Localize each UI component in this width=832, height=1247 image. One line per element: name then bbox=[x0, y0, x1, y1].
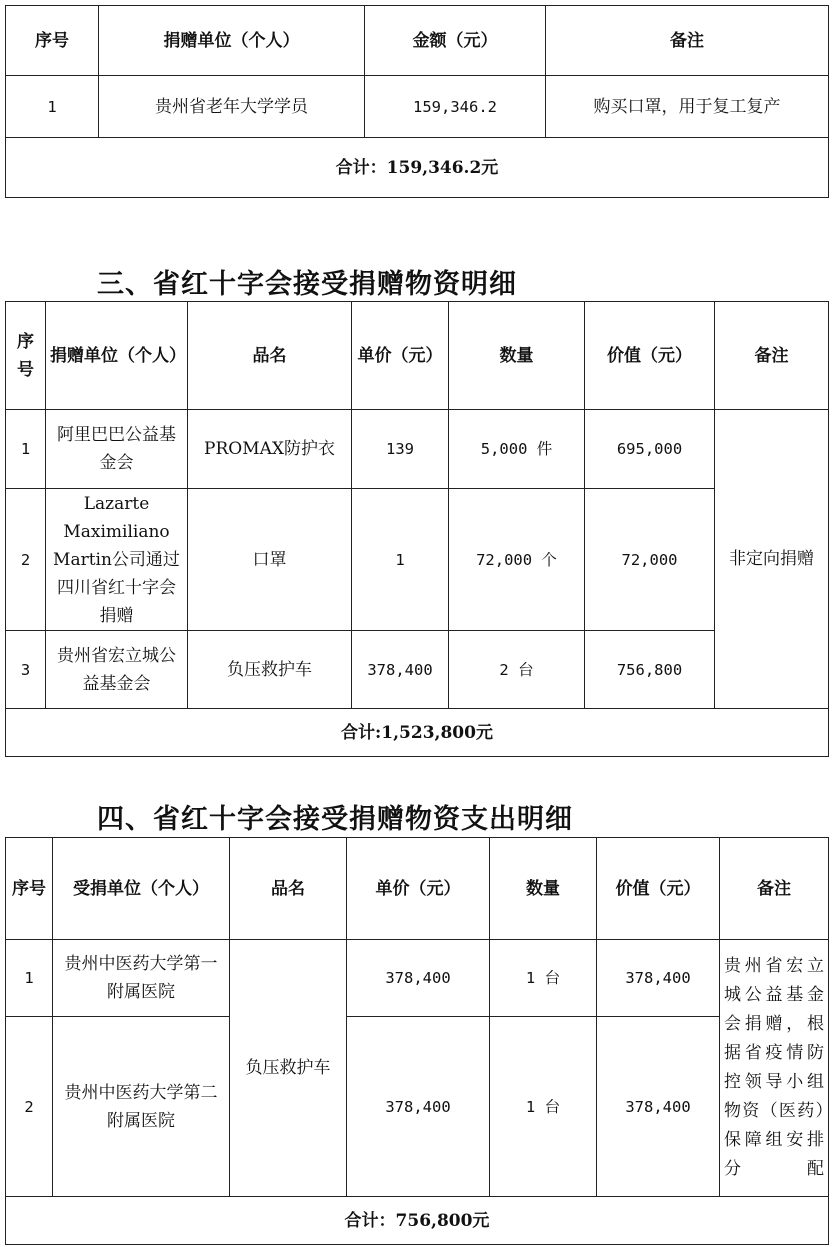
donated-goods-table bbox=[5, 301, 829, 757]
cell-item: 口罩 bbox=[188, 489, 352, 631]
cell-item: PROMAX防护衣 bbox=[188, 410, 352, 489]
header-recipient: 受捐单位（个人） bbox=[53, 838, 230, 940]
header-amount: 金额（元） bbox=[365, 6, 546, 76]
cell-price: 378,400 bbox=[347, 1017, 490, 1197]
total-row: 合计：756,800元 bbox=[6, 1197, 829, 1245]
header-donor: 捐赠单位（个人） bbox=[99, 6, 365, 76]
header-price: 单价（元） bbox=[347, 838, 490, 940]
total-row: 合计:1,523,800元 bbox=[6, 709, 829, 757]
cell-value: 378,400 bbox=[597, 1017, 720, 1197]
cell-qty: 5,000 件 bbox=[449, 410, 585, 489]
cell-no: 2 bbox=[6, 489, 46, 631]
cell-qty: 72,000 个 bbox=[449, 489, 585, 631]
cell-donor: Lazarte Maximiliano Martin公司通过四川省红十字会捐赠 bbox=[46, 489, 188, 631]
cell-no: 1 bbox=[6, 410, 46, 489]
cell-donor: 贵州省宏立城公益基金会 bbox=[46, 631, 188, 709]
header-no: 序号 bbox=[6, 6, 99, 76]
header-value: 价值（元） bbox=[597, 838, 720, 940]
cell-item: 负压救护车 bbox=[188, 631, 352, 709]
header-no: 序号 bbox=[6, 302, 46, 410]
total-row: 合计：159,346.2元 bbox=[6, 138, 829, 198]
header-no: 序号 bbox=[6, 838, 53, 940]
cell-note-merged: 非定向捐赠 bbox=[715, 410, 829, 709]
cell-amount: 159,346.2 bbox=[365, 76, 546, 138]
header-note: 备注 bbox=[720, 838, 829, 940]
cash-donation-table bbox=[5, 5, 829, 198]
header-item: 品名 bbox=[188, 302, 352, 410]
cell-price: 1 bbox=[352, 489, 449, 631]
table-row bbox=[6, 489, 829, 631]
cell-value: 72,000 bbox=[585, 489, 715, 631]
section3-heading: 三、省红十字会接受捐赠物资明细 bbox=[97, 269, 517, 300]
table-row bbox=[6, 1017, 829, 1197]
table-row bbox=[6, 410, 829, 489]
cell-no: 3 bbox=[6, 631, 46, 709]
cell-qty: 1 台 bbox=[490, 940, 597, 1017]
header-donor: 捐赠单位（个人） bbox=[46, 302, 188, 410]
cell-price: 139 bbox=[352, 410, 449, 489]
header-value: 价值（元） bbox=[585, 302, 715, 410]
header-qty: 数量 bbox=[490, 838, 597, 940]
cell-note: 购买口罩，用于复工复产 bbox=[546, 76, 829, 138]
header-price: 单价（元） bbox=[352, 302, 449, 410]
cell-no: 2 bbox=[6, 1017, 53, 1197]
table-row bbox=[6, 940, 829, 1017]
cell-note-merged: 贵州省宏立城公益基金会捐赠，根据省疫情防控领导小组物资（医药）保障组安排分配 bbox=[720, 940, 829, 1197]
cell-no: 1 bbox=[6, 76, 99, 138]
cell-donor: 贵州省老年大学学员 bbox=[99, 76, 365, 138]
cell-qty: 1 台 bbox=[490, 1017, 597, 1197]
cell-price: 378,400 bbox=[347, 940, 490, 1017]
header-item: 品名 bbox=[230, 838, 347, 940]
table-row bbox=[6, 631, 829, 709]
cell-price: 378,400 bbox=[352, 631, 449, 709]
cell-item-merged: 负压救护车 bbox=[230, 940, 347, 1197]
cell-value: 378,400 bbox=[597, 940, 720, 1017]
cell-value: 695,000 bbox=[585, 410, 715, 489]
header-qty: 数量 bbox=[449, 302, 585, 410]
cell-recipient: 贵州中医药大学第二附属医院 bbox=[53, 1017, 230, 1197]
header-note: 备注 bbox=[715, 302, 829, 410]
cell-donor: 阿里巴巴公益基金会 bbox=[46, 410, 188, 489]
cell-value: 756,800 bbox=[585, 631, 715, 709]
table-row bbox=[6, 76, 829, 138]
cell-qty: 2 台 bbox=[449, 631, 585, 709]
goods-expenditure-table bbox=[5, 837, 829, 1245]
section4-heading: 四、省红十字会接受捐赠物资支出明细 bbox=[97, 804, 573, 835]
cell-no: 1 bbox=[6, 940, 53, 1017]
header-note: 备注 bbox=[546, 6, 829, 76]
cell-recipient: 贵州中医药大学第一附属医院 bbox=[53, 940, 230, 1017]
